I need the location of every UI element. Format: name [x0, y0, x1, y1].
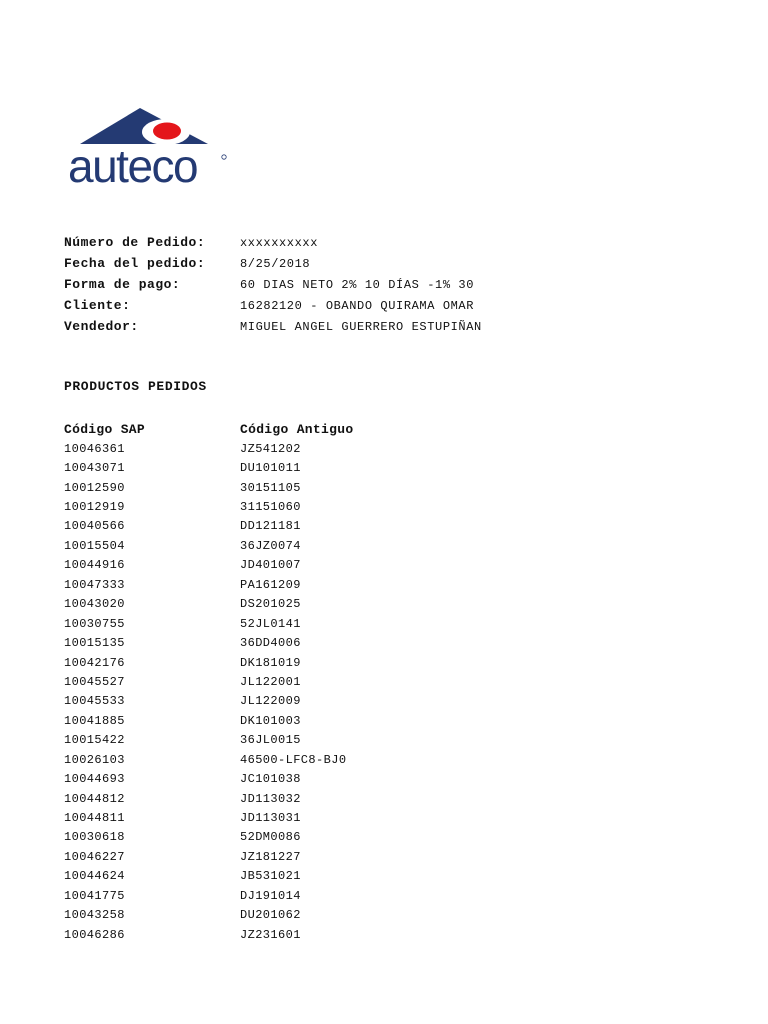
sap-code-cell: 10015504 — [64, 538, 125, 553]
table-row — [64, 789, 480, 808]
old-code-cell: DS201025 — [240, 597, 301, 612]
sap-code-cell: 10045527 — [64, 674, 125, 689]
old-code-header: Código Antiguo — [240, 421, 354, 437]
sap-code-cell: 10015135 — [64, 636, 125, 651]
client-label: Cliente: — [64, 298, 131, 313]
sap-code-cell: 10046361 — [64, 441, 125, 456]
sap-code-cell: 10047333 — [64, 577, 125, 592]
old-code-cell: JL122001 — [240, 674, 301, 689]
table-header — [64, 419, 480, 439]
table-row — [64, 556, 480, 575]
sap-code-cell: 10044812 — [64, 791, 125, 806]
sap-code-cell: 10030755 — [64, 616, 125, 631]
table-row — [64, 828, 480, 847]
old-code-cell: JB531021 — [240, 869, 301, 884]
table-row — [64, 692, 480, 711]
sap-code-cell: 10042176 — [64, 655, 125, 670]
payment-terms-row — [64, 274, 482, 295]
sap-code-cell: 10015422 — [64, 733, 125, 748]
client-value: 16282120 - OBANDO QUIRAMA OMAR — [240, 298, 475, 313]
old-code-cell: JZ541202 — [240, 441, 301, 456]
sap-code-header: Código SAP — [64, 421, 146, 437]
table-row — [64, 575, 480, 594]
sap-code-cell: 10046286 — [64, 927, 125, 942]
order-number-row — [64, 232, 482, 253]
sap-code-cell: 10046227 — [64, 849, 125, 864]
table-row — [64, 458, 480, 477]
payment-terms-label: Forma de pago: — [64, 277, 181, 292]
old-code-cell: 31151060 — [240, 500, 301, 515]
sap-code-cell: 10044916 — [64, 558, 125, 573]
sap-code-cell: 10045533 — [64, 694, 125, 709]
auteco-logo — [68, 104, 230, 188]
table-row — [64, 653, 480, 672]
old-code-cell: DU101011 — [240, 461, 301, 476]
old-code-cell: JZ181227 — [240, 849, 301, 864]
table-row — [64, 886, 480, 905]
client-row — [64, 295, 482, 316]
table-body — [64, 439, 480, 944]
old-code-cell: 36DD4006 — [240, 636, 301, 651]
order-date-value: 8/25/2018 — [240, 256, 311, 271]
old-code-cell: JD401007 — [240, 558, 301, 573]
table-row — [64, 769, 480, 788]
svg-text:auteco: auteco — [68, 140, 198, 188]
sap-code-cell: 10044624 — [64, 869, 125, 884]
order-number-value: xxxxxxxxxx — [240, 235, 319, 250]
order-number-label: Número de Pedido: — [64, 235, 206, 250]
old-code-cell: DD121181 — [240, 519, 301, 534]
old-code-cell: DK101003 — [240, 713, 301, 728]
products-title: PRODUCTOS PEDIDOS — [64, 379, 207, 394]
sap-code-cell: 10040566 — [64, 519, 125, 534]
order-info — [64, 232, 482, 337]
old-code-cell: 36JZ0074 — [240, 538, 301, 553]
table-row — [64, 536, 480, 555]
order-date-label: Fecha del pedido: — [64, 256, 206, 271]
old-code-cell: DK181019 — [240, 655, 301, 670]
sap-code-cell: 10041775 — [64, 888, 125, 903]
old-code-cell: JL122009 — [240, 694, 301, 709]
sap-code-cell: 10043071 — [64, 461, 125, 476]
old-code-cell: 36JL0015 — [240, 733, 301, 748]
table-row — [64, 595, 480, 614]
sap-code-cell: 10012919 — [64, 500, 125, 515]
table-row — [64, 633, 480, 652]
seller-label: Vendedor: — [64, 319, 139, 334]
table-row — [64, 439, 480, 458]
sap-code-cell: 10026103 — [64, 752, 125, 767]
old-code-cell: JC101038 — [240, 772, 301, 787]
table-row — [64, 478, 480, 497]
old-code-cell: DJ191014 — [240, 888, 301, 903]
table-row — [64, 711, 480, 730]
old-code-cell: 30151105 — [240, 480, 301, 495]
sap-code-cell: 10044811 — [64, 811, 125, 826]
order-date-row — [64, 253, 482, 274]
table-row — [64, 847, 480, 866]
table-row — [64, 517, 480, 536]
payment-terms-value: 60 DIAS NETO 2% 10 DÍAS -1% 30 — [240, 277, 475, 292]
table-row — [64, 497, 480, 516]
old-code-cell: DU201062 — [240, 908, 301, 923]
seller-row — [64, 316, 482, 337]
sap-code-cell: 10012590 — [64, 480, 125, 495]
table-row — [64, 906, 480, 925]
sap-code-cell: 10041885 — [64, 713, 125, 728]
old-code-cell: PA161209 — [240, 577, 301, 592]
table-row — [64, 808, 480, 827]
old-code-cell: JZ231601 — [240, 927, 301, 942]
sap-code-cell: 10043258 — [64, 908, 125, 923]
old-code-cell: 52JL0141 — [240, 616, 301, 631]
old-code-cell: 46500-LFC8-BJ0 — [240, 752, 347, 767]
old-code-cell: JD113032 — [240, 791, 301, 806]
table-row — [64, 731, 480, 750]
old-code-cell: 52DM0086 — [240, 830, 301, 845]
table-row — [64, 750, 480, 769]
table-row — [64, 614, 480, 633]
sap-code-cell: 10030618 — [64, 830, 125, 845]
table-row — [64, 925, 480, 944]
sap-code-cell: 10043020 — [64, 597, 125, 612]
seller-value: MIGUEL ANGEL GUERRERO ESTUPIÑAN — [240, 319, 482, 334]
sap-code-cell: 10044693 — [64, 772, 125, 787]
old-code-cell: JD113031 — [240, 811, 301, 826]
table-row — [64, 672, 480, 691]
products-table — [64, 419, 480, 944]
table-row — [64, 867, 480, 886]
